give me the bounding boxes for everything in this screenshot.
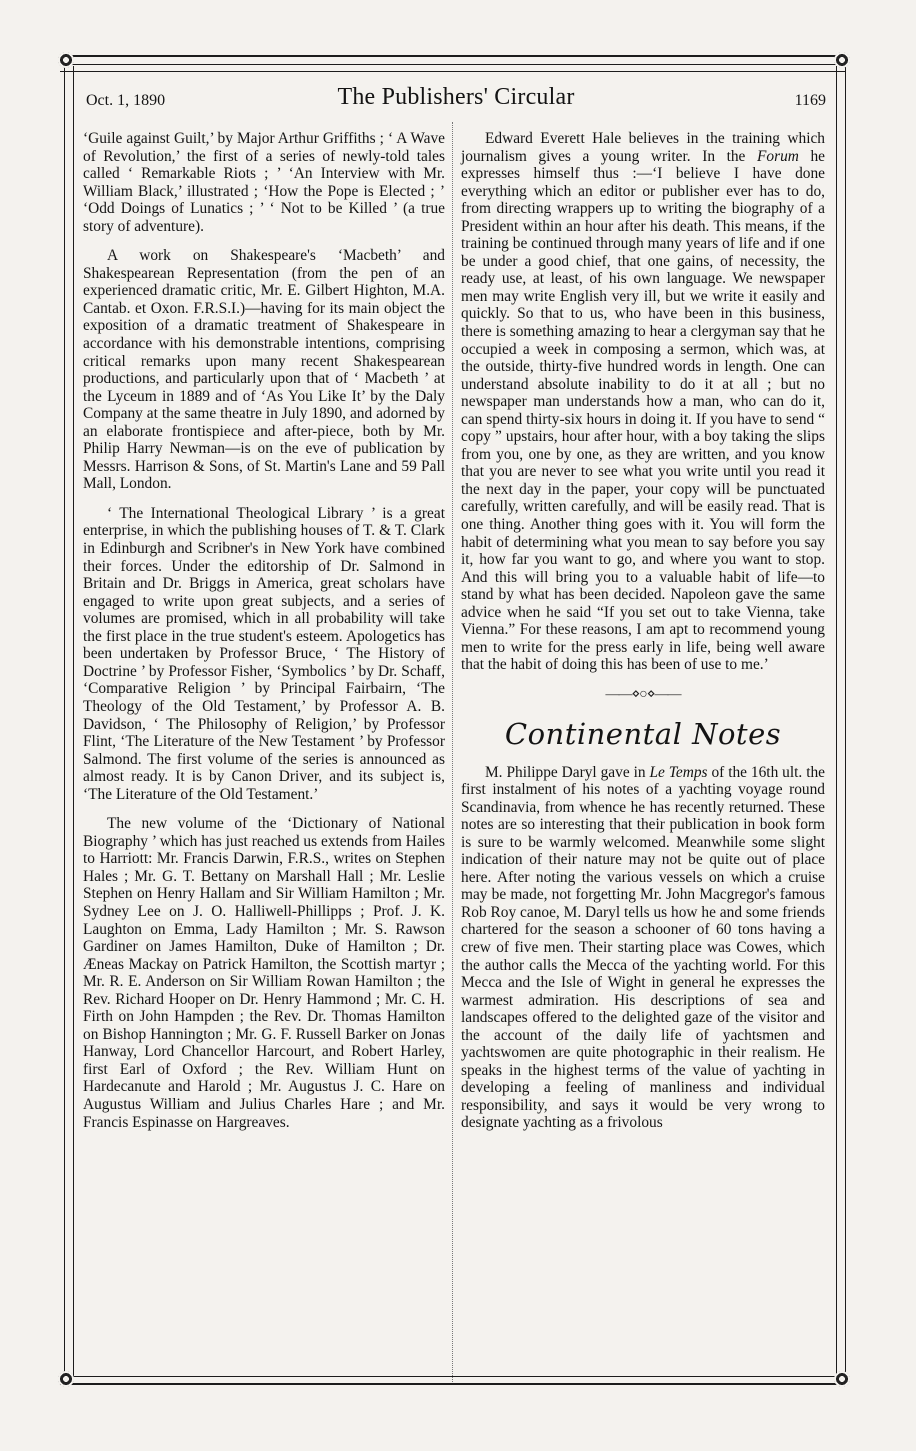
corner-ornament-icon (58, 52, 74, 68)
corner-ornament-icon (58, 1371, 74, 1387)
section-heading: Continental Notes (504, 716, 782, 751)
article-paragraph: ‘Guile against Guilt,’ by Major Arthur Griffiths ; ‘ A Wave of Revolution,’ the first of a series of newly-told tales called ‘ Remarkable Riots ; ’ ‘An Interview with Mr. William Black,’ illustrated ; ‘How the Pope is Elected ; ’ ‘Odd Doings of Lunatics ; ’ ‘ Not to be Killed ’ (a true story of adventure). (83, 130, 445, 235)
top-border-rule (60, 64, 845, 65)
left-border-rule (64, 66, 74, 1376)
issue-date: Oct. 1, 1890 (86, 92, 166, 109)
publication-name: Forum (756, 147, 799, 165)
corner-ornament-icon (834, 52, 850, 68)
top-border-rule (60, 71, 845, 72)
column-divider (452, 122, 453, 1382)
paragraph-text: of the 16th ult. the first instalment of his notes of a yachting voyage round Scandinavia, from whence he has recently returned. These notes are so interesting that their publication in book form is sure to be warmly welcomed. Meanwhile some slight indication of their nature may not be quite out of place here. After noting the various vessels on which a cruise may be made, not forgetting Mr. John Macgregor's famous Rob Roy canoe, M. Daryl tells us how he and some friends chartered for the season a schooner of 60 tons having a crew of five men. Their starting place was Cowes, which the author calls the Mecca of the yachting world. For this Mecca and the Isle of Wight in general he expresses the warmest admiration. His descriptions of sea and landscapes offered to the delighted gaze of the visitor and the account of the daily life of yachtsmen and yachtswomen are quite photographic in their realism. He speaks in the highest terms of the value of yachting in developing a feeling of manliness and individual responsibility, and says it would be very wrong to designate yachting as a frivolous (461, 763, 825, 1132)
section-separator: ——⋄○⋄—— (605, 686, 681, 702)
top-border-rule (60, 55, 845, 57)
left-column (83, 130, 445, 1131)
publication-title: The Publishers' Circular (337, 84, 575, 110)
corner-ornament-icon (834, 1371, 850, 1387)
article-paragraph: The new volume of the ‘Dictionary of National Biography ’ which has just reached us extends from Hailes to Harriott: Mr. Francis Darwin, F.R.S., writes on Stephen Hales ; Mr. G. T. Bettany on Marshall Hall ; Mr. Leslie Stephen on Henry Hallam and Sir William Hamilton ; Mr. Sydney Lee on J. O. Halliwell-Phillipps ; Prof. J. K. Laughton on Emma, Lady Hamilton ; Mr. S. Rawson Gardiner on James Hamilton, Duke of Hamilton ; Dr. Æneas Mackay on Patrick Hamilton, the Scottish martyr ; Mr. R. E. Anderson on Sir William Rowan Hamilton ; the Rev. Richard Hooper on Dr. Henry Hammond ; Mr. C. H. Firth on John Hampden ; the Rev. Dr. Thomas Hamilton on Bishop Hannington ; Mr. G. F. Russell Barker on Jonas Hanway, Lord Chancellor Harcourt, and Robert Harley, first Earl of Oxford ; the Rev. William Hunt on Hardecanute and Harold ; Mr. Augustus J. C. Hare on Augustus William and Julius Charles Hare ; and Mr. Francis Espinasse on Hargreaves. (83, 815, 445, 1131)
article-paragraph (461, 130, 825, 674)
paragraph-text: Edward Everett Hale believes in the training which journalism gives a young writer. In the (461, 130, 825, 165)
page-number: 1169 (794, 92, 826, 109)
bottom-border-rule (60, 1383, 845, 1385)
publication-name: Le Temps (649, 763, 708, 781)
paragraph-text: M. Philippe Daryl gave in (485, 763, 646, 781)
article-paragraph: A work on Shakespeare's ‘Macbeth’ and Shakespearean Representation (from the pen of an experienced dramatic critic, Mr. E. Gilbert Highton, M.A. Cantab. et Oxon. F.R.S.I.)—having for its main object the exposition of a dramatic treatment of Shakespeare in accordance with his demonstrable intentions, comprising critical remarks upon many recent Shakespearean productions, and particularly upon that of ‘ Macbeth ’ at the Lyceum in 1889 and of ‘As You Like It’ by the Daly Company at the same theatre in July 1890, and adorned by an elaborate frontispiece and after-piece, both by Mr. Philip Harry Newman—is on the eve of publication by Messrs. Harrison & Sons, of St. Martin's Lane and 59 Pall Mall, London. (83, 247, 445, 493)
running-header (86, 82, 826, 116)
right-border-rule (836, 66, 846, 1376)
right-column (461, 130, 825, 1132)
article-paragraph: ‘ The International Theological Library ’ is a great enterprise, in which the publishing houses of T. & T. Clark in Edinburgh and Scribner's in New York have combined their forces. Under the editorship of Dr. Salmond in Britain and Dr. Briggs in America, great scholars have engaged to write upon great subjects, and a series of volumes are promised, which in all probability will take the first place in the true student's esteem. Apologetics has been undertaken by Professor Bruce, ‘ The History of Doctrine ’ by Professor Fisher, ‘Symbolics ’ by Dr. Schaff, ‘Comparative Religion ’ by Principal Fairbairn, ‘The Theology of the Old Testament,’ by Professor A. B. Davidson, ‘ The Philosophy of Religion,’ by Professor Flint, ‘The Literature of the New Testament ’ by Professor Salmond. The first volume of the series is announced as almost ready. It is by Canon Driver, and its subject is, ‘The Literature of the Old Testament.’ (83, 504, 445, 803)
paragraph-text: he expresses himself thus :—‘I believe I have done everything which an editor or publisher ever has to do, from directing wrappers up to writing the biography of a President within an hour after his death. This means, if the training be continued through many years of life and if one be under a good chief, that one gains, of necessity, the ready use, at least, of his own language. We newspaper men may write English very ill, but we write it easily and quickly. So that to us, who have been in this business, there is something amazing to hear a clergyman say that he occupied a week in composing a sermon, which was, at the outside, thirty-five hundred words in length. One can understand absolute inability to do it at all ; but no newspaper man understands how a man, who can do it, can spend thirty-six hours in doing it. If you have to send “ copy ” upstairs, hour after hour, with a boy taking the slips from you, one by one, as they are written, and you know that you are never to see what you write until you read it the next day in the paper, your copy will be punctuated carefully, written carefully, and will be easily read. That is one thing. Another thing goes with it. You will form the habit of determining what you mean to say before you say it, how far you want to go, and where you want to stop. And this will bring you to a valuable habit of life—to stand by what has been decided. Napoleon gave the same advice when he said “If you set out to take Vienna, take Vienna.” For these reasons, I am apt to recommend young men to write for the press early in life, being well aware that the habit of doing this has been of use to me.’ (461, 147, 825, 674)
article-paragraph (461, 764, 825, 1132)
